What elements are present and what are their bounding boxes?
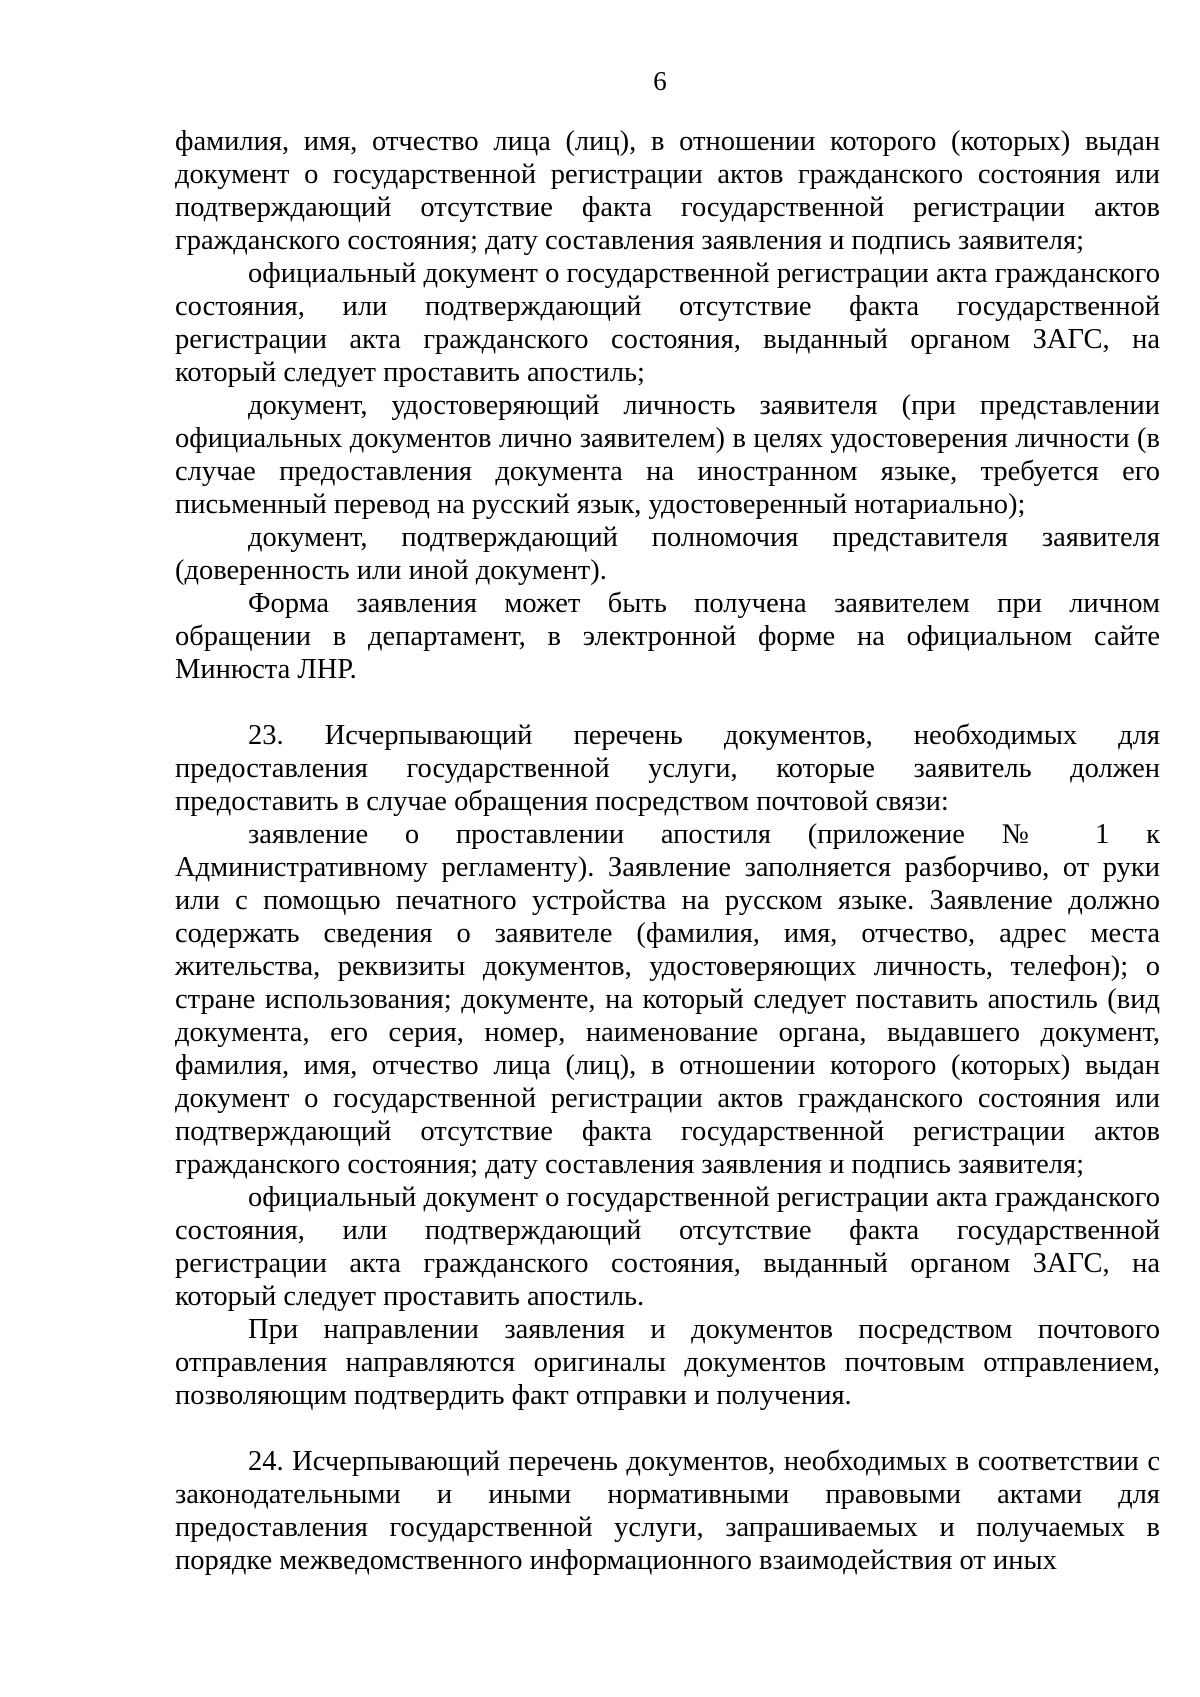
paragraph-postal-application: заявление о проставлении апостиля (приложение № 1 к Административному регламенту). Заявление заполняется разборчиво, от руки или с помощью печатного устройства на русском языке. Заявление должно содержать сведения о заявителе (фамилия, имя, отчество, адрес места жительства, реквизиты документов, удостоверяющих личность, телефон); о стране использования; документе, на который следует поставить апостиль (вид документа, его серия, номер, наименование органа, выдавшего документ, фамилия, имя, отчество лица (лиц), в отношении которого (которых) выдан документ о государственной регистрации актов гражданского состояния или подтверждающий отсутствие факта государственной регистрации актов гражданского состояния; дату составления заявления и подпись заявителя; [175, 819, 1160, 1180]
page-number: 6 [653, 66, 667, 96]
paragraph-application-form: Форма заявления может быть получена заявителем при личном обращении в департамент, в электронной форме на официальном сайте Минюста ЛНР. [175, 588, 1160, 685]
paragraph-authority-document: документ, подтверждающий полномочия представителя заявителя (доверенность или иной документ). [175, 522, 1160, 586]
paragraph-postal-originals: При направлении заявления и документов посредством почтового отправления направляются оригиналы документов почтовым отправлением, позволяющим подтвердить факт отправки и получения. [175, 1314, 1160, 1411]
section-24-heading: 24. Исчерпывающий перечень документов, необходимых в соответствии с законодательными и иными нормативными правовыми актами для предоставления государственной услуги, запрашиваемых и получаемых в порядке межведомственного информационного взаимодействия от иных [175, 1446, 1160, 1576]
document-body [175, 125, 1160, 1577]
section-spacer [175, 686, 1160, 719]
paragraph-official-document: официальный документ о государственной регистрации акта гражданского состояния, или подтверждающий отсутствие факта государственной регистрации акта гражданского состояния, выданный органом ЗАГС, на который следует проставить апостиль; [175, 258, 1160, 388]
section-spacer [175, 1412, 1160, 1445]
paragraph-applicant-details-continued: фамилия, имя, отчество лица (лиц), в отношении которого (которых) выдан документ о государственной регистрации актов гражданского состояния или подтверждающий отсутствие факта государственной регистрации актов гражданского состояния; дату составления заявления и подпись заявителя; [175, 126, 1160, 256]
paragraph-identity-document: документ, удостоверяющий личность заявителя (при представлении официальных документов лично заявителем) в целях удостоверения личности (в случае предоставления документа на иностранном языке, требуется его письменный перевод на русский язык, удостоверенный нотариально); [175, 390, 1160, 520]
paragraph-postal-official-document: официальный документ о государственной регистрации акта гражданского состояния, или подтверждающий отсутствие факта государственной регистрации акта гражданского состояния, выданный органом ЗАГС, на который следует проставить апостиль. [175, 1182, 1160, 1312]
section-23-heading: 23. Исчерпывающий перечень документов, необходимых для предоставления государственной услуги, которые заявитель должен предоставить в случае обращения посредством почтовой связи: [175, 720, 1160, 817]
